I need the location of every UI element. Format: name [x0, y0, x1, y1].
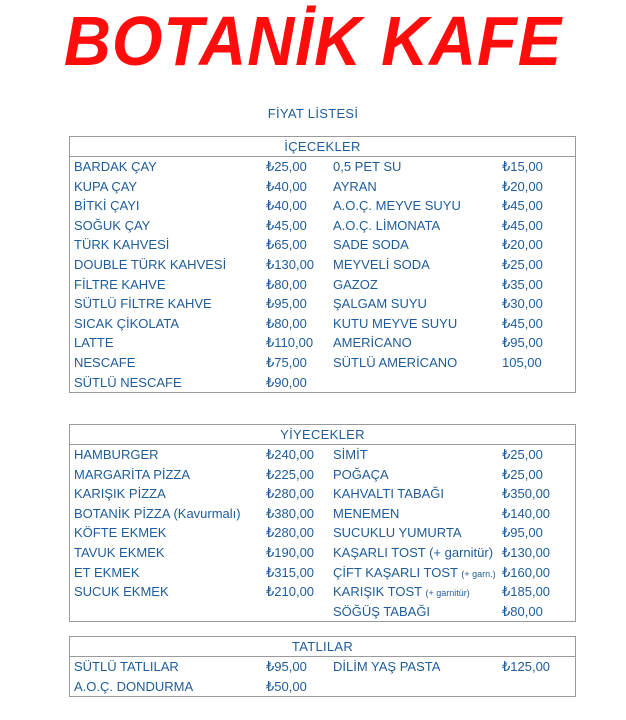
item-name	[74, 333, 114, 353]
menu-row	[70, 445, 575, 465]
item-name	[333, 602, 430, 622]
item-price-text: ₺80,00	[502, 603, 543, 619]
item-name	[74, 353, 135, 373]
item-name-text: AMERİCANO	[333, 335, 412, 351]
item-name	[333, 582, 470, 604]
item-name	[74, 677, 193, 697]
item-name	[74, 373, 182, 393]
item-name	[333, 523, 462, 543]
item-price	[266, 216, 307, 236]
item-price	[502, 523, 543, 543]
item-price	[502, 177, 543, 197]
item-name	[74, 543, 165, 563]
item-name-text: MARGARİTA PİZZA	[74, 466, 191, 482]
item-price	[502, 157, 543, 177]
menu-row	[70, 353, 575, 373]
item-name-text: KÖFTE EKMEK	[74, 525, 167, 541]
item-price	[266, 157, 307, 177]
section-desserts	[69, 636, 576, 697]
item-name	[333, 157, 401, 177]
item-name	[333, 216, 440, 236]
item-name-text: POĞAÇA	[333, 466, 389, 482]
item-name-text: SÖĞÜŞ TABAĞI	[333, 603, 431, 619]
item-price-text: ₺35,00	[502, 276, 543, 292]
item-name-text: SUCUKLU YUMURTA	[333, 525, 462, 541]
item-name	[74, 582, 169, 602]
item-name	[333, 333, 412, 353]
item-name-text: ET EKMEK	[74, 564, 140, 580]
item-price-text: ₺315,00	[266, 564, 315, 580]
item-price-text: ₺280,00	[266, 486, 315, 502]
item-name	[333, 275, 378, 295]
price-list-subtitle: FİYAT LİSTESİ	[267, 106, 359, 121]
item-price-text: ₺280,00	[266, 525, 315, 541]
item-name	[74, 177, 137, 197]
item-name-text: DİLİM YAŞ PASTA	[333, 659, 441, 674]
item-price-text: ₺160,00	[502, 564, 551, 580]
item-name	[333, 314, 457, 334]
item-price	[266, 543, 314, 563]
item-name-text: KAHVALTI TABAĞI	[333, 486, 445, 502]
item-name	[333, 235, 409, 255]
item-price	[266, 353, 307, 373]
item-price	[266, 563, 314, 583]
item-price	[266, 373, 307, 393]
item-price	[502, 294, 543, 314]
item-note: (+ garn.)	[461, 568, 496, 579]
item-name-text: SÜTLÜ AMERİCANO	[333, 354, 458, 370]
item-name-text: GAZOZ	[333, 276, 378, 292]
item-name	[333, 177, 377, 197]
item-name	[333, 657, 440, 677]
menu-row	[70, 602, 575, 622]
item-name-text: NESCAFE	[74, 354, 136, 370]
item-price-text: ₺25,00	[502, 447, 543, 462]
item-name-text: SÜTLÜ FİLTRE KAHVE	[74, 296, 212, 312]
item-name-text: DOUBLE TÜRK KAHVESİ	[74, 256, 227, 272]
item-name-text: LATTE	[74, 335, 114, 351]
item-price-text: ₺80,00	[266, 315, 307, 331]
item-name	[333, 294, 427, 314]
item-price-text: ₺125,00	[502, 659, 551, 674]
menu-row	[70, 504, 575, 524]
item-price	[502, 445, 543, 465]
item-price	[502, 196, 543, 216]
section-food	[69, 424, 576, 622]
item-price	[266, 177, 307, 197]
item-price-text: ₺75,00	[266, 354, 307, 370]
item-name-text: SADE SODA	[333, 237, 409, 253]
item-name	[74, 523, 166, 543]
item-name	[74, 157, 157, 177]
item-price	[502, 353, 542, 373]
item-name	[74, 275, 166, 295]
item-name-text: SİMİT	[333, 447, 368, 462]
item-name	[333, 255, 430, 275]
item-price-text: ₺240,00	[266, 447, 315, 462]
menu-row	[70, 333, 575, 353]
item-price-text: ₺95,00	[502, 525, 543, 541]
item-name	[74, 235, 169, 255]
item-price-text: ₺40,00	[266, 198, 307, 214]
section-heading: İÇECEKLER	[70, 137, 575, 157]
menu-row	[70, 177, 575, 197]
menu-row	[70, 563, 575, 583]
menu-row	[70, 216, 575, 236]
menu-row	[70, 314, 575, 334]
item-name-text: A.O.Ç. MEYVE SUYU	[333, 198, 461, 214]
item-name	[74, 294, 212, 314]
item-price	[266, 657, 307, 677]
item-price-text: ₺350,00	[502, 486, 551, 502]
item-price-text: ₺65,00	[266, 237, 307, 253]
item-price-text: ₺45,00	[502, 217, 543, 233]
menu-row	[70, 677, 575, 697]
item-name-text: BİTKİ ÇAYI	[74, 198, 140, 214]
item-name-text: SÜTLÜ NESCAFE	[74, 374, 182, 390]
item-name-text: MENEMEN	[333, 505, 400, 521]
menu-row	[70, 275, 575, 295]
menu-row	[70, 373, 575, 393]
item-price-text: ₺25,00	[266, 159, 307, 174]
item-name	[333, 353, 457, 373]
item-name-text: MEYVELİ SODA	[333, 256, 430, 272]
item-name-text: 0,5 PET SU	[333, 159, 402, 174]
item-price-text: ₺15,00	[502, 159, 543, 174]
item-name-text: SÜTLÜ TATLILAR	[74, 659, 179, 674]
item-name-text: ÇİFT KAŞARLI TOST	[333, 564, 458, 580]
item-name-text: AYRAN	[333, 178, 377, 194]
item-price	[502, 657, 550, 677]
item-price-text: ₺380,00	[266, 505, 315, 521]
menu-row	[70, 543, 575, 563]
item-name-text: KUPA ÇAY	[74, 178, 138, 194]
item-price-text: ₺20,00	[502, 178, 543, 194]
item-name-text: BOTANİK PİZZA (Kavurmalı)	[74, 505, 241, 521]
item-name-text: A.O.Ç. LİMONATA	[333, 217, 441, 233]
menu-row	[70, 657, 575, 677]
item-price-text: ₺130,00	[266, 256, 315, 272]
item-name-text: KAŞARLI TOST (+ garnitür)	[333, 544, 494, 560]
item-name-text: A.O.Ç. DONDURMA	[74, 678, 194, 694]
item-name-text: HAMBURGER	[74, 447, 159, 462]
item-price	[502, 484, 550, 504]
item-name	[74, 445, 159, 465]
item-name-text: KARIŞIK TOST	[333, 584, 422, 600]
section-heading: YİYECEKLER	[70, 425, 575, 445]
section-heading: TATLILAR	[70, 637, 575, 657]
item-price	[502, 543, 550, 563]
item-price-text: ₺140,00	[502, 505, 551, 521]
item-price	[266, 677, 307, 697]
item-price	[266, 196, 307, 216]
item-name-text: ŞALGAM SUYU	[333, 296, 427, 312]
menu-row	[70, 196, 575, 216]
menu-row	[70, 255, 575, 275]
item-price-text: ₺45,00	[266, 217, 307, 233]
item-name	[74, 657, 179, 677]
item-price	[266, 523, 314, 543]
item-price-text: ₺110,00	[266, 335, 314, 351]
item-price	[502, 333, 543, 353]
item-price	[266, 235, 307, 255]
item-price-text: ₺190,00	[266, 544, 315, 560]
item-price	[266, 294, 307, 314]
item-name-text: TÜRK KAHVESİ	[74, 237, 170, 253]
item-price-text: ₺95,00	[266, 659, 307, 674]
menu-row	[70, 484, 575, 504]
item-name	[333, 563, 496, 585]
item-name	[333, 504, 399, 524]
item-price-text: ₺210,00	[266, 584, 315, 600]
item-name-text: TAVUK EKMEK	[74, 544, 165, 560]
item-price-text: ₺80,00	[266, 276, 307, 292]
item-price	[502, 563, 550, 583]
item-name	[74, 484, 166, 504]
item-price	[266, 504, 314, 524]
item-price	[266, 275, 307, 295]
item-name-text: KARIŞIK PİZZA	[74, 486, 166, 502]
item-price-text: ₺90,00	[266, 374, 307, 390]
section-drinks	[69, 136, 576, 393]
item-name	[74, 314, 179, 334]
item-name	[74, 563, 140, 583]
menu-row	[70, 523, 575, 543]
item-price-text: ₺20,00	[502, 237, 543, 253]
item-name-text: SICAK ÇİKOLATA	[74, 315, 179, 331]
item-name-text: KUTU MEYVE SUYU	[333, 315, 458, 331]
item-name	[74, 216, 150, 236]
item-note: (+ garnitür)	[425, 588, 470, 599]
item-price-text: 105,00	[502, 354, 542, 370]
item-price-text: ₺50,00	[266, 678, 307, 694]
item-price	[266, 314, 307, 334]
item-price-text: ₺95,00	[266, 296, 307, 312]
item-name	[333, 465, 389, 485]
item-price-text: ₺25,00	[502, 256, 543, 272]
item-price	[266, 582, 314, 602]
item-price	[502, 602, 543, 622]
item-price-text: ₺95,00	[502, 335, 543, 351]
item-price	[502, 255, 543, 275]
item-price	[502, 235, 543, 255]
item-price-text: ₺185,00	[502, 584, 551, 600]
item-price	[266, 255, 314, 275]
item-name	[333, 196, 461, 216]
menu-row	[70, 582, 575, 602]
item-price-text: ₺130,00	[502, 544, 551, 560]
item-price-text: ₺45,00	[502, 198, 543, 214]
item-name-text: SOĞUK ÇAY	[74, 217, 151, 233]
item-name	[74, 465, 190, 485]
item-name	[74, 504, 241, 524]
item-price	[266, 465, 314, 485]
item-price	[502, 465, 543, 485]
menu-row	[70, 465, 575, 485]
item-price	[502, 314, 543, 334]
item-price	[502, 216, 543, 236]
item-price	[266, 333, 313, 353]
menu-row	[70, 235, 575, 255]
item-price-text: ₺30,00	[502, 296, 543, 312]
item-price-text: ₺25,00	[502, 466, 543, 482]
item-name-text: FİLTRE KAHVE	[74, 276, 166, 292]
item-name	[74, 196, 140, 216]
item-price-text: ₺225,00	[266, 466, 315, 482]
item-name	[333, 445, 368, 465]
item-name	[74, 255, 226, 275]
item-name	[333, 543, 493, 563]
item-price-text: ₺45,00	[502, 315, 543, 331]
item-price	[266, 484, 314, 504]
item-price	[502, 504, 550, 524]
item-price	[502, 582, 550, 602]
item-price	[502, 275, 543, 295]
item-price-text: ₺40,00	[266, 178, 307, 194]
item-name	[333, 484, 444, 504]
item-name-text: SUCUK EKMEK	[74, 584, 169, 600]
menu-row	[70, 157, 575, 177]
menu-row	[70, 294, 575, 314]
item-name-text: BARDAK ÇAY	[74, 159, 157, 174]
item-price	[266, 445, 314, 465]
cafe-title: BOTANİK KAFE	[63, 2, 563, 80]
